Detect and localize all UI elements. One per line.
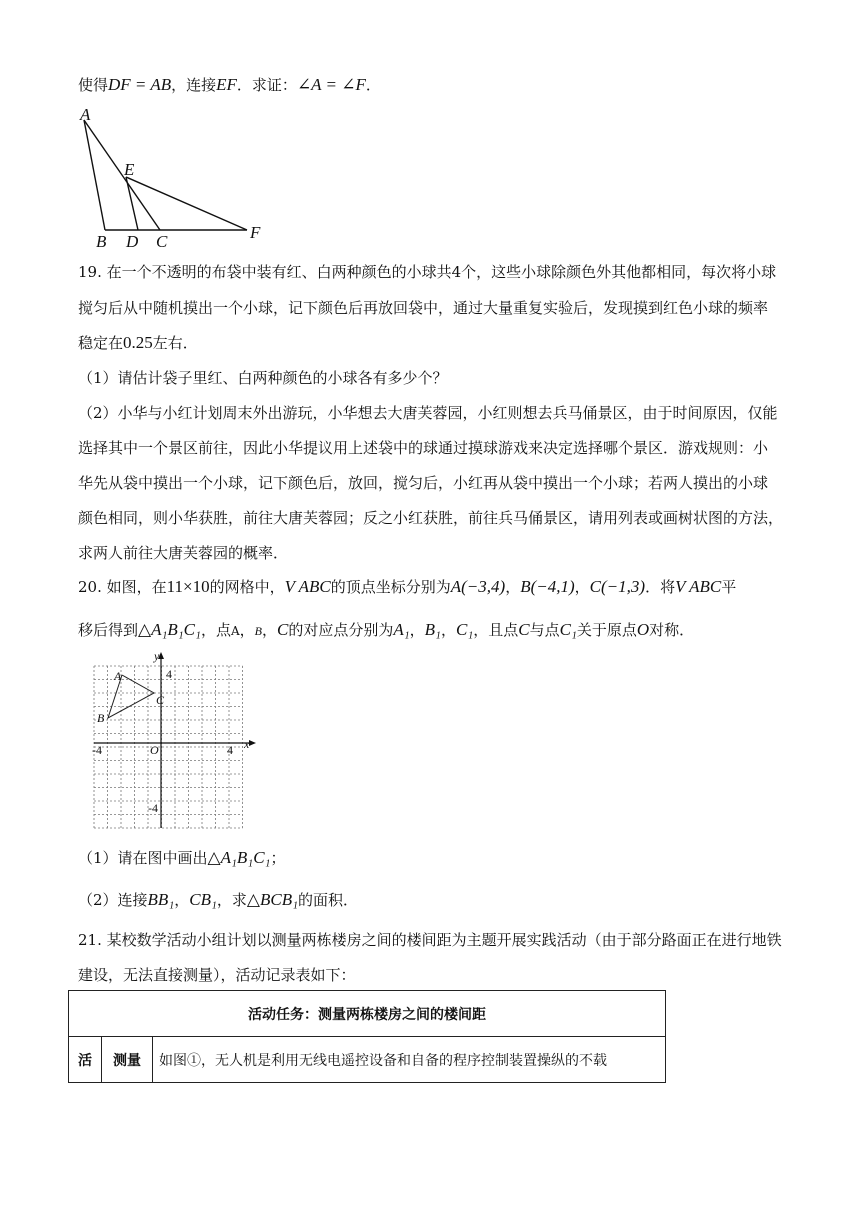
activity-record-table bbox=[68, 990, 666, 1083]
q20-part2: （2）连接BB₁，CB₁，求△BCB₁的面积． bbox=[78, 890, 359, 909]
q18-proof-line: 使得DF = AB，连接EF．求证：∠A = ∠F． bbox=[78, 75, 381, 94]
label-b: B bbox=[96, 232, 107, 250]
label-d: D bbox=[126, 232, 139, 250]
point-b-label: B bbox=[97, 711, 105, 725]
tick-4-y: 4 bbox=[166, 667, 172, 681]
q19-part2-l1: （2）小华与小红计划周末外出游玩，小华想去大唐芙蓉园，小红则想去兵马俑景区，由于时间原因，仅能 bbox=[78, 404, 778, 422]
table-cell-activity: 活 bbox=[69, 1037, 102, 1083]
label-a: A bbox=[80, 105, 91, 124]
tick-4-x: 4 bbox=[227, 743, 233, 757]
q19-line1: 19. 在一个不透明的布袋中装有红、白两种颜色的小球共4个，这些小球除颜色外其他都相同，每次将小球 bbox=[78, 263, 777, 281]
q20-line1: 20. 如图，在11×10的网格中，V ABC的顶点坐标分别为A(−3,4)，B(−4,1)，C(−1,3)．将V ABC平 bbox=[78, 577, 737, 596]
q19-part2-l4: 颜色相同，则小华获胜，前往大唐芙蓉园；反之小红获胜，前往兵马俑景区，请用列表或画树状图的方法， bbox=[78, 509, 784, 527]
point-a-label: A bbox=[114, 669, 122, 683]
axis-y-label: y bbox=[154, 650, 160, 663]
table-title: 活动任务：测量两栋楼房之间的楼间距 bbox=[69, 991, 666, 1037]
q20-grid-figure bbox=[86, 650, 266, 832]
q19-part2-l5: 求两人前往大唐芙蓉园的概率． bbox=[78, 544, 289, 562]
table-cell-description: 如图①，无人机是利用无线电遥控设备和自备的程序控制装置操纵的不载 bbox=[153, 1037, 666, 1083]
table-cell-measure: 测量 bbox=[102, 1037, 153, 1083]
q19-line2: 搅匀后从中随机摸出一个小球，记下颜色后再放回袋中，通过大量重复实验后，发现摸到红色小球的频率 bbox=[78, 299, 769, 317]
q20-part1: （1）请在图中画出△A₁B₁C₁； bbox=[78, 848, 286, 867]
q19-part1: （1）请估计袋子里红、白两种颜色的小球各有多少个？ bbox=[78, 369, 448, 387]
q18-figure bbox=[70, 100, 280, 250]
q19-part2-l2: 选择其中一个景区前往，因此小华提议用上述袋中的球通过摸球游戏来决定选择哪个景区．游戏规则：小 bbox=[78, 439, 769, 457]
tick-m4-y: -4 bbox=[148, 801, 158, 815]
q19-part2-l3: 华先从袋中摸出一个小球，记下颜色后，放回，搅匀后，小红再从袋中摸出一个小球；若两人摸出的小球 bbox=[78, 474, 769, 492]
label-c: C bbox=[156, 232, 168, 250]
q21-line1: 21. 某校数学活动小组计划以测量两栋楼房之间的楼间距为主题开展实践活动（由于部分路面正在进行地铁 bbox=[78, 931, 782, 949]
q20-line2: 移后得到△A₁B₁C₁，点A，B，C的对应点分别为A₁，B₁，C₁，且点C与点C₁关于原点O对称． bbox=[78, 620, 695, 639]
label-e: E bbox=[124, 160, 135, 179]
tick-m4-x: -4 bbox=[92, 743, 102, 757]
axis-x-label: x bbox=[244, 737, 250, 751]
point-c-label: C bbox=[156, 693, 165, 707]
label-f: F bbox=[250, 223, 261, 242]
origin-label: O bbox=[150, 743, 159, 757]
q21-line2: 建设，无法直接测量），活动记录表如下： bbox=[78, 966, 356, 984]
q19-line3: 稳定在0.25左右． bbox=[78, 333, 198, 352]
